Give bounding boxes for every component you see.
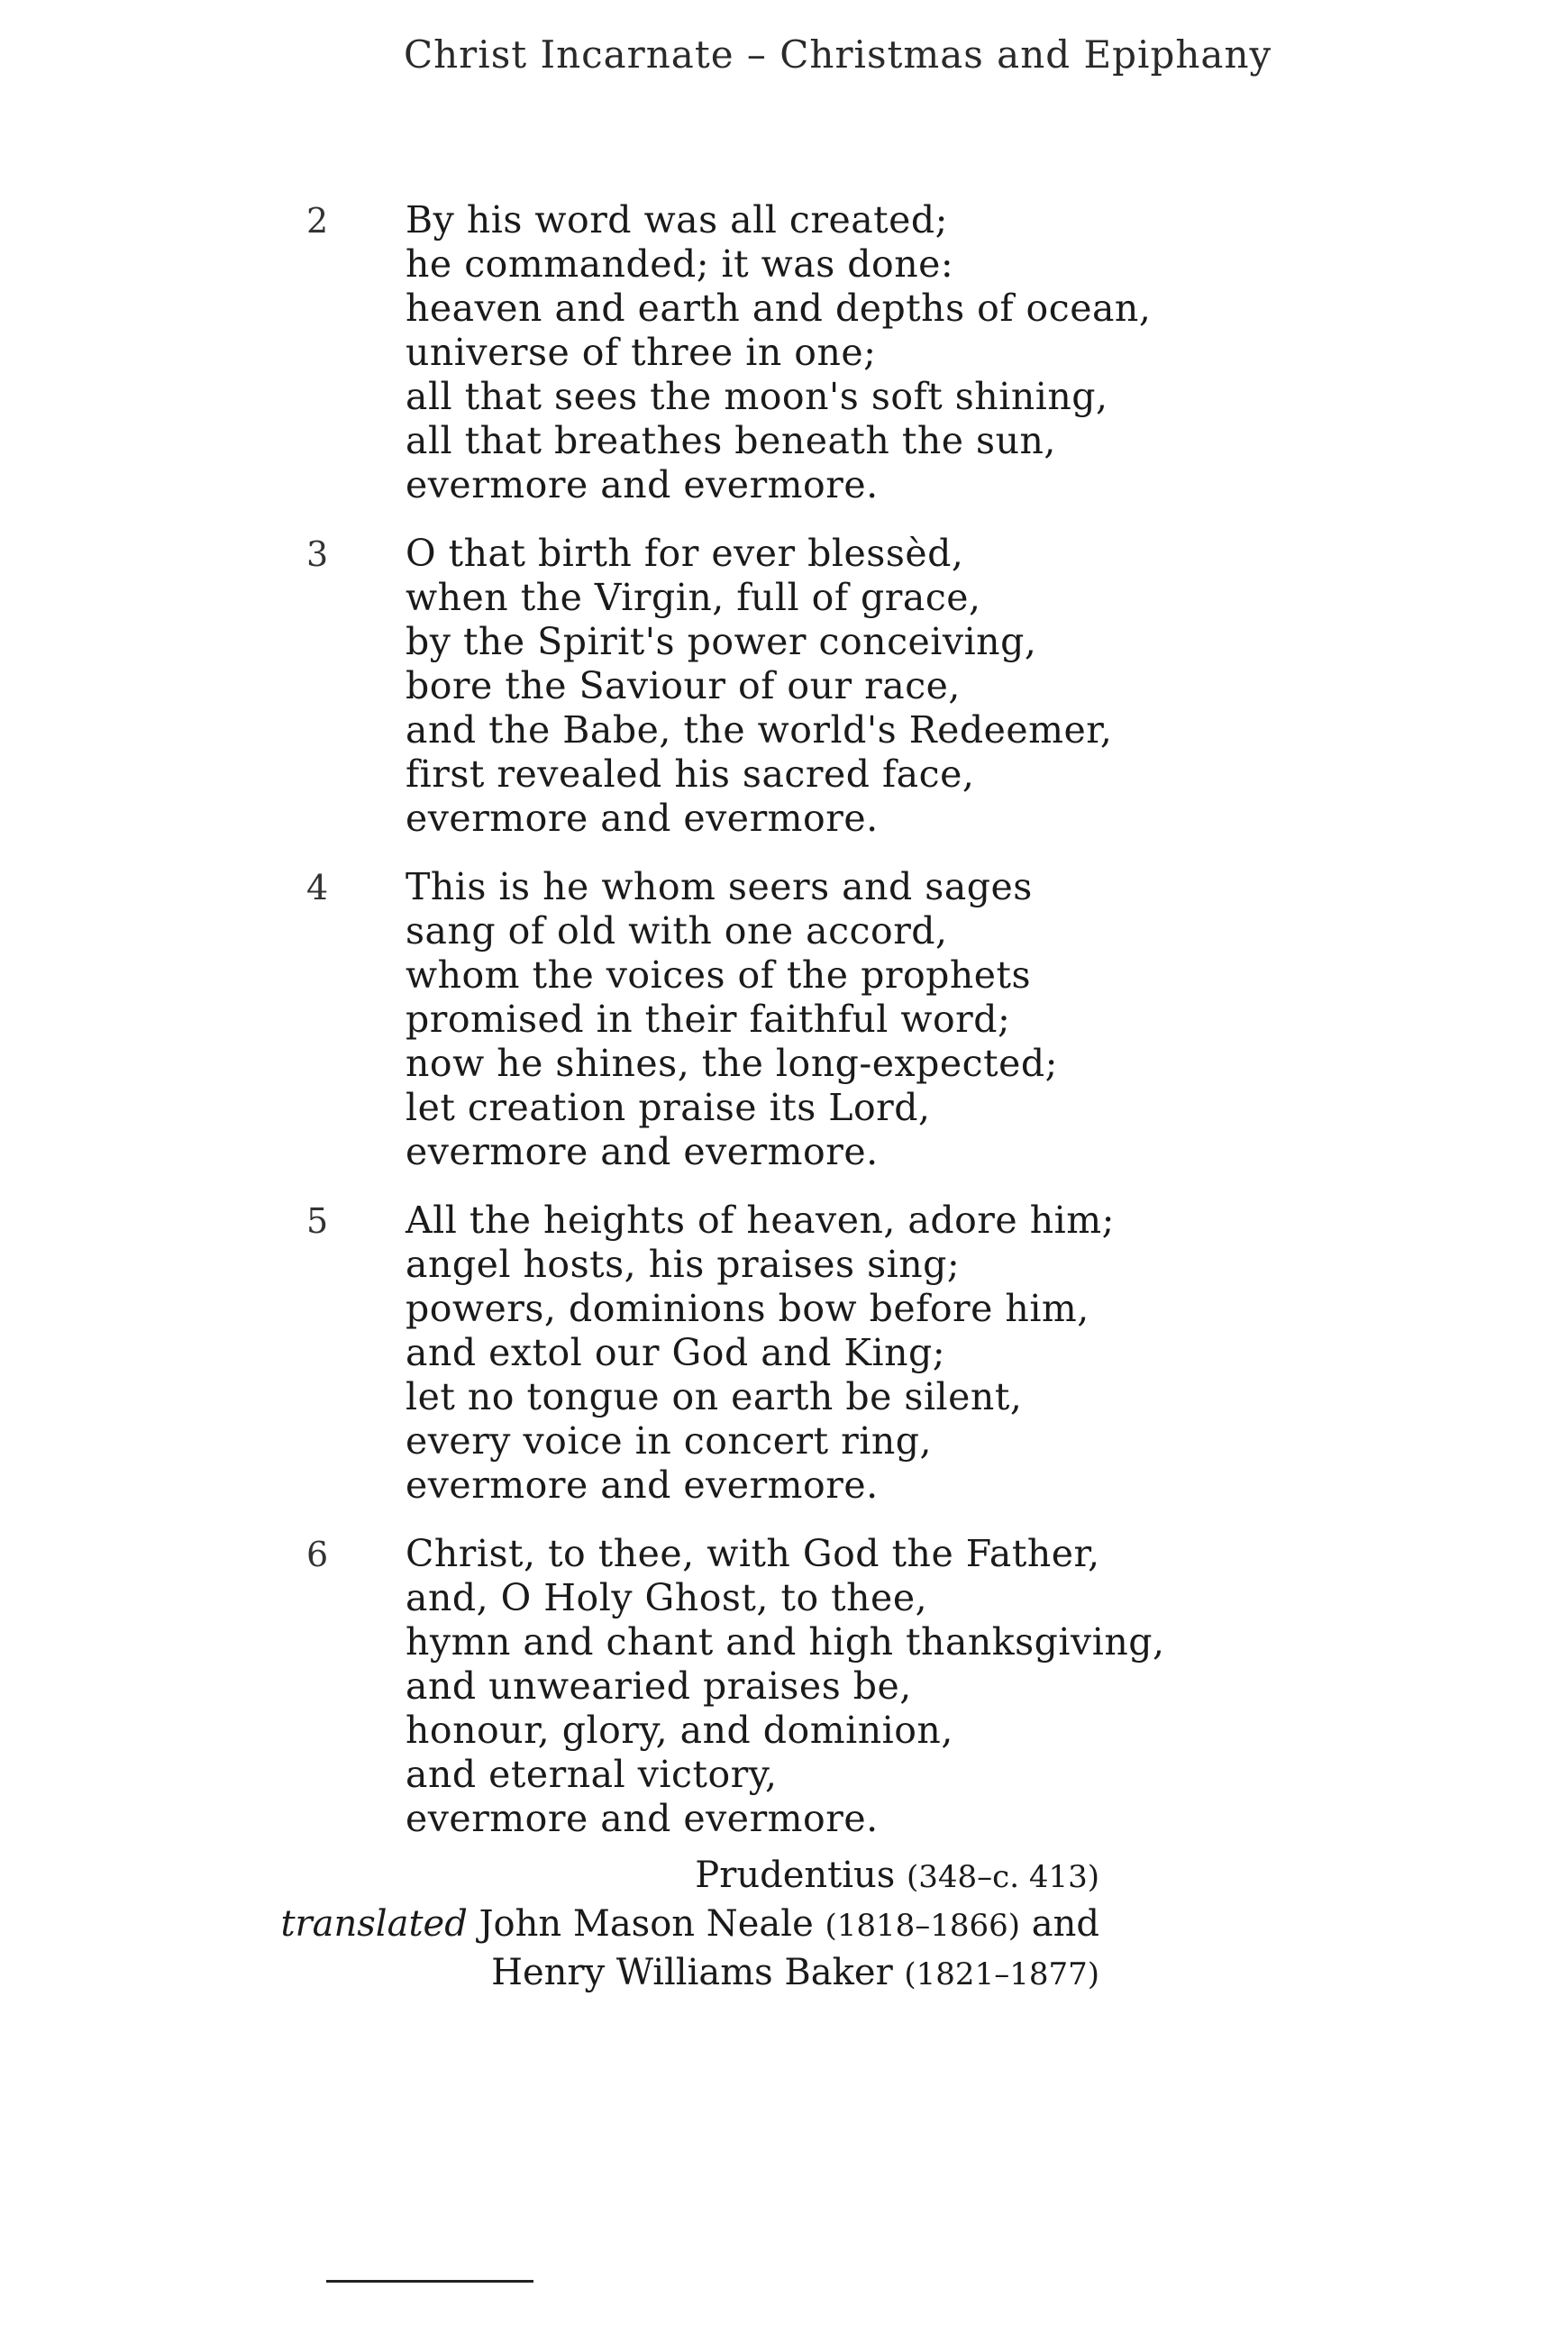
verse-line: all that sees the moon's soft shining, xyxy=(406,375,1108,418)
translated-label: translated xyxy=(280,1903,468,1945)
verse-line: and eternal victory, xyxy=(406,1753,778,1796)
translator-dates: (1821–1877) xyxy=(904,1956,1099,1992)
running-head: Christ Incarnate – Christmas and Epiphany xyxy=(404,32,1272,77)
verse-lines xyxy=(406,1199,1115,1508)
author-name: Prudentius xyxy=(695,1855,896,1896)
verse-line: all that breathes beneath the sun, xyxy=(406,419,1056,462)
verse-line: promised in their faithful word; xyxy=(406,998,1011,1041)
translator-dates: (1818–1866) xyxy=(825,1908,1021,1944)
translator-name: John Mason Neale xyxy=(479,1903,814,1945)
verse-number: 2 xyxy=(306,201,329,241)
translator-name: Henry Williams Baker xyxy=(491,1952,893,1993)
translator-line-2 xyxy=(280,1949,1099,1998)
verse-line: bore the Saviour of our race, xyxy=(406,664,961,707)
verse-line: This is he whom seers and sages xyxy=(406,865,1033,908)
verse-line: when the Virgin, full of grace, xyxy=(406,576,981,619)
verse-line: and, O Holy Ghost, to thee, xyxy=(406,1576,928,1619)
verse-line: sang of old with one accord, xyxy=(406,909,948,953)
verse-line: and extol our God and King; xyxy=(406,1331,946,1374)
verse-line: O that birth for ever blessèd, xyxy=(406,532,964,575)
verse-line: let no tongue on earth be silent, xyxy=(406,1375,1023,1418)
verse-line: now he shines, the long-expected; xyxy=(406,1042,1058,1085)
translator-line-1 xyxy=(280,1901,1099,1949)
verse-line: and unwearied praises be, xyxy=(406,1664,912,1708)
verse-line: by the Spirit's power conceiving, xyxy=(406,620,1037,663)
verse-line: universe of three in one; xyxy=(406,331,877,374)
verse-line: powers, dominions bow before him, xyxy=(406,1287,1089,1330)
verse-line: whom the voices of the prophets xyxy=(406,953,1032,997)
verse-line: he commanded; it was done: xyxy=(406,242,954,286)
verse-lines xyxy=(406,198,1151,507)
verse-line: first revealed his sacred face, xyxy=(406,752,975,796)
verse-line: and the Babe, the world's Redeemer, xyxy=(406,708,1113,752)
verse-line: Christ, to thee, with God the Father, xyxy=(406,1532,1100,1575)
attribution xyxy=(280,1852,1099,1998)
verse-number: 4 xyxy=(306,868,329,907)
conjunction: and xyxy=(1031,1903,1099,1945)
author-line xyxy=(280,1852,1099,1901)
verse-lines xyxy=(406,865,1058,1174)
verse-line: evermore and evermore. xyxy=(406,797,879,840)
footer-rule xyxy=(326,2280,533,2283)
verse-line: angel hosts, his praises sing; xyxy=(406,1243,961,1286)
verse-lines xyxy=(406,1532,1165,1841)
verse-line: hymn and chant and high thanksgiving, xyxy=(406,1620,1165,1664)
verse-line: By his word was all created; xyxy=(406,198,948,242)
verse-line: evermore and evermore. xyxy=(406,1797,879,1840)
verse-line: every voice in concert ring, xyxy=(406,1419,933,1463)
verse-number: 3 xyxy=(306,534,329,574)
verse-line: evermore and evermore. xyxy=(406,463,879,506)
verse-number: 5 xyxy=(306,1201,329,1241)
verse-number: 6 xyxy=(306,1535,329,1574)
verse-line: let creation praise its Lord, xyxy=(406,1086,931,1129)
author-dates: (348–c. 413) xyxy=(907,1859,1099,1895)
verse-line: All the heights of heaven, adore him; xyxy=(406,1199,1115,1242)
verse-line: evermore and evermore. xyxy=(406,1463,879,1507)
verse-line: heaven and earth and depths of ocean, xyxy=(406,287,1152,330)
verse-line: honour, glory, and dominion, xyxy=(406,1709,953,1752)
verse-line: evermore and evermore. xyxy=(406,1130,879,1173)
verse-lines xyxy=(406,532,1112,841)
